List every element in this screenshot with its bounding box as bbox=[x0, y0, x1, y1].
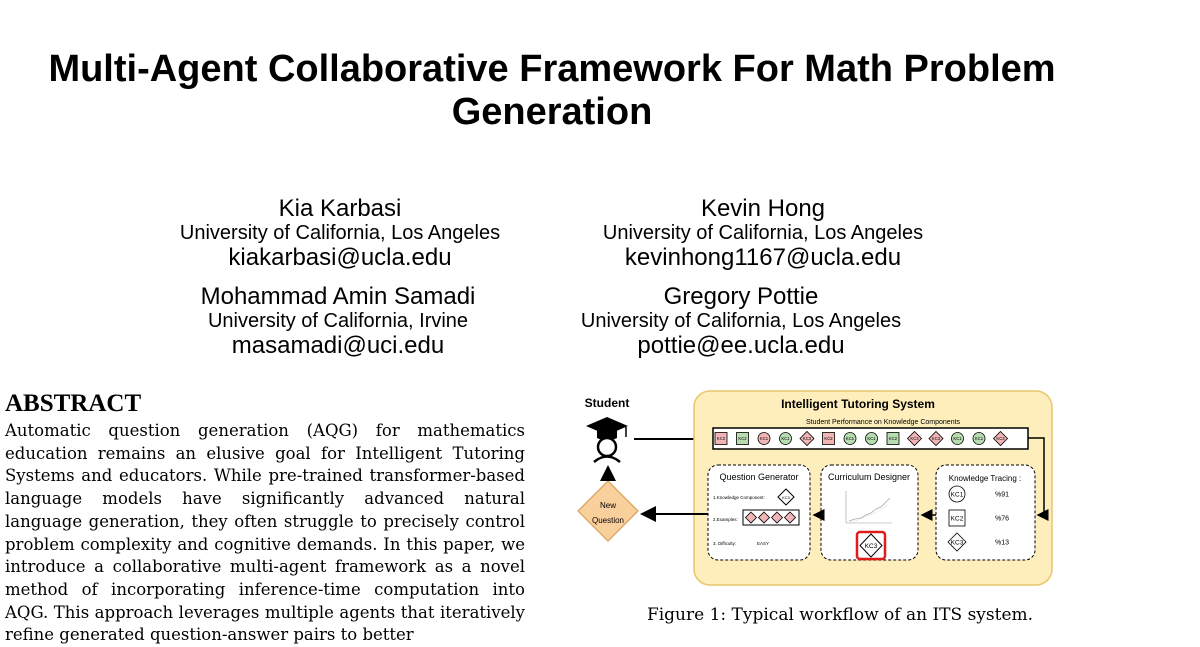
new-question-label-line1: New bbox=[599, 501, 617, 510]
kc-sequence-label: KC3 bbox=[802, 436, 812, 442]
kc-sequence-label: KC2 bbox=[888, 436, 898, 442]
kt-percent: %91 bbox=[995, 491, 1010, 499]
qg-difficulty-label: 3. Difficulty: bbox=[713, 541, 737, 546]
author-block bbox=[163, 284, 513, 360]
new-question-label-line2: Question bbox=[591, 516, 625, 525]
paper-title: Multi-Agent Collaborative Framework For Math Problem Generation bbox=[48, 48, 1056, 133]
kc-sequence-label: KC3 bbox=[931, 436, 941, 442]
author-email: kevinhong1167@ucla.edu bbox=[624, 244, 902, 271]
author-email: masamadi@uci.edu bbox=[231, 332, 445, 359]
abstract-heading: ABSTRACT bbox=[5, 390, 142, 417]
kt-kc-label: KC2 bbox=[950, 515, 964, 523]
author-email: pottie@ee.ucla.edu bbox=[637, 332, 845, 359]
kc-sequence-label: KC3 bbox=[910, 436, 919, 442]
qg-knowledge-component-value: KC3 bbox=[782, 495, 790, 500]
kc-sequence-label: KC1 bbox=[845, 436, 855, 442]
student-label: Student bbox=[584, 396, 630, 410]
figure-caption: Figure 1: Typical workflow of an ITS system. bbox=[646, 605, 1034, 625]
author-name: Mohammad Amin Samadi bbox=[200, 283, 476, 310]
kc-sequence-label: KC3 bbox=[996, 436, 1005, 442]
author-affiliation: University of California, Los Angeles bbox=[602, 222, 924, 244]
abstract-text: Automatic question generation (AQG) for mathematics education remains an elusive goal for Intelligent Tutoring Systems and educators. While pre-trained transformer-based language models have significantly advanced natural language generation, they often struggle to precisely control problem complexity and cognitive demands. In this paper, we introduce a collaborative multi-agent framework as a novel method of incorporating inference-time computation into AQG. This approach leverages multiple agents that iteratively refine generated question-answer pairs to better bbox=[5, 421, 525, 645]
student-icon bbox=[586, 417, 628, 462]
author-affiliation: University of California, Los Angeles bbox=[580, 310, 902, 332]
author-name: Kevin Hong bbox=[700, 195, 826, 222]
kc-sequence-label: KC2 bbox=[824, 436, 833, 442]
its-subtitle: Student Performance on Knowledge Components bbox=[805, 419, 961, 426]
knowledge-tracing-title: Knowledge Tracing : bbox=[948, 474, 1022, 483]
kt-percent: %13 bbox=[995, 539, 1010, 547]
author-affiliation: University of California, Irvine bbox=[207, 310, 469, 332]
author-block bbox=[165, 196, 515, 272]
author-affiliation: University of California, Los Angeles bbox=[179, 222, 501, 244]
author-block bbox=[566, 284, 916, 360]
curriculum-designer-title: Curriculum Designer bbox=[827, 472, 911, 482]
kt-kc-label: KC3 bbox=[950, 539, 964, 547]
kc-sequence-label: KC2 bbox=[716, 436, 726, 442]
qg-difficulty-value: EASY bbox=[757, 541, 770, 546]
kc-sequence-label: KC1 bbox=[953, 436, 962, 442]
question-generator-title: Question Generator bbox=[719, 472, 799, 482]
kc-sequence-label: KC1 bbox=[974, 436, 984, 442]
author-email: kiakarbasi@ucla.edu bbox=[228, 244, 452, 271]
kc-sequence-label: KC1 bbox=[759, 436, 769, 442]
kt-percent: %76 bbox=[995, 515, 1010, 523]
kc-sequence-label: KC2 bbox=[738, 436, 747, 442]
kc-sequence-label: KC1 bbox=[781, 436, 790, 442]
curriculum-selected-kc: KC3 bbox=[864, 543, 878, 550]
qg-examples-label: 2.Examples: bbox=[713, 517, 738, 522]
kc-sequence-label: KC1 bbox=[867, 436, 876, 442]
its-title: Intelligent Tutoring System bbox=[781, 397, 935, 411]
author-block bbox=[588, 196, 938, 272]
kt-kc-label: KC1 bbox=[950, 491, 964, 499]
new-question-diamond bbox=[578, 481, 638, 541]
author-name: Kia Karbasi bbox=[278, 195, 402, 222]
its-workflow-figure bbox=[570, 385, 1060, 595]
qg-knowledge-component-label: 1.Knowledge Component: bbox=[713, 495, 765, 500]
author-name: Gregory Pottie bbox=[663, 283, 819, 310]
